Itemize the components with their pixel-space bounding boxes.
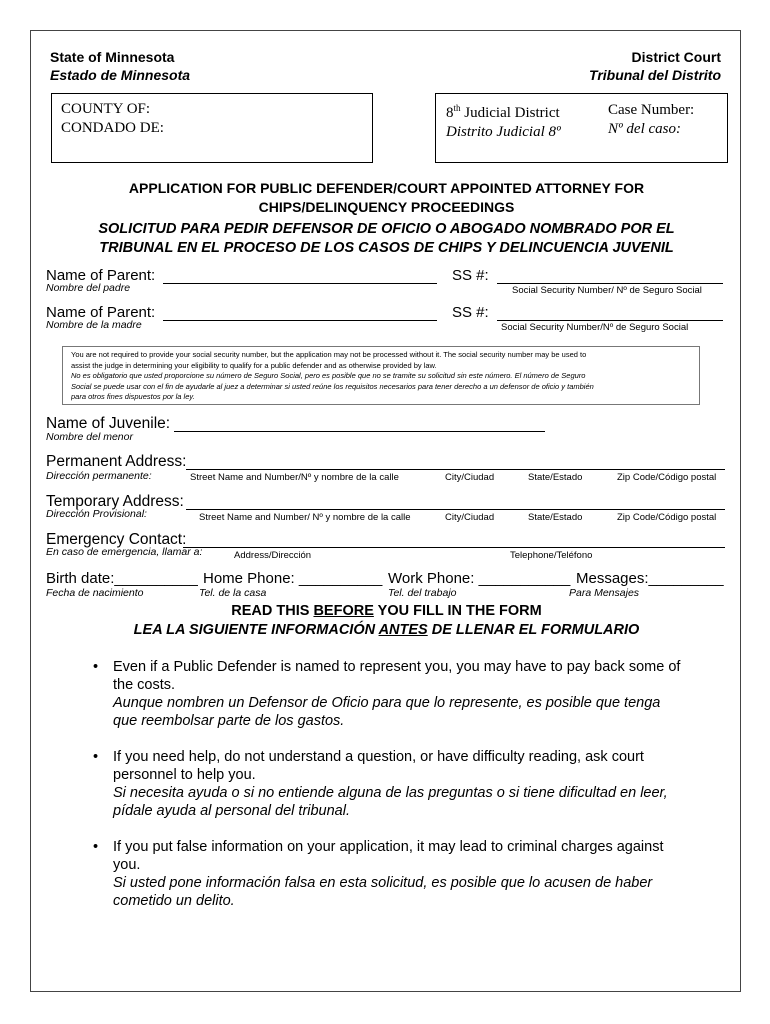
emergency-address-sublabel: Address/Dirección xyxy=(234,550,312,561)
state-name-en: State of Minnesota xyxy=(50,49,175,65)
district-label-en: 8th Judicial District xyxy=(446,103,560,121)
read-before-heading-en: READ THIS BEFORE YOU FILL IN THE FORM xyxy=(231,603,542,619)
parent1-ss-label: SS #: xyxy=(452,267,489,284)
court-name-es: Tribunal del Distrito xyxy=(589,67,721,83)
ssn-notice-box xyxy=(62,346,700,405)
home-phone-sublabel: Tel. de la casa xyxy=(199,587,267,599)
parent2-ss-label: SS #: xyxy=(452,304,489,321)
parent2-name-sublabel: Nombre de la madre xyxy=(46,319,142,331)
parent2-ss-sublabel: Social Security Number/Nº de Seguro Social xyxy=(501,322,689,333)
juvenile-name-sublabel: Nombre del menor xyxy=(46,431,133,443)
parent1-ss-field[interactable] xyxy=(497,283,723,284)
bullet-icon: • xyxy=(93,839,99,855)
read-before-heading-es: LEA LA SIGUIENTE INFORMACIÓN ANTES DE LLENAR EL FORMULARIO xyxy=(133,622,640,638)
parent2-name-label: Name of Parent: xyxy=(46,304,156,321)
ssn-notice-line: Social se puede usar con el fin de ayudarle al juez a determinar si usted reúne los requisitos necesarios para tener derecho a un defensor de oficio y también xyxy=(71,381,594,391)
juvenile-name-label: Name of Juvenile: xyxy=(46,415,171,432)
emergency-contact-sublabel: En caso de emergencia, llamar a: xyxy=(46,546,203,558)
state-name-es: Estado de Minnesota xyxy=(50,67,191,83)
ssn-notice-line: para otros fines dispuestos por la ley. xyxy=(71,392,195,401)
bullet-item: • If you need help, do not understand a question, or have difficulty reading, ask court personnel to help you. Si necesita ayuda o si no entiende alguna de las preguntas o si tiene dificultad en leer, pídale ayuda al personal del tribunal. xyxy=(93,749,668,819)
form-title-en: APPLICATION FOR PUBLIC DEFENDER/COURT APPOINTED ATTORNEY FOR CHIPS/DELINQUENCY PROCEEDINGS xyxy=(128,180,645,215)
bullet-item: • If you put false information on your application, it may lead to criminal charges against you. Si usted pone información falsa en esta solicitud, es posible que lo acusen de haber cometido un delito. xyxy=(93,839,664,909)
birth-date-sublabel: Fecha de nacimiento xyxy=(46,587,144,599)
parent1-ss-sublabel: Social Security Number/ Nº de Seguro Social xyxy=(512,285,702,296)
birth-date-field[interactable]: Birth date:__________ xyxy=(46,570,198,587)
emergency-phone-sublabel: Telephone/Teléfono xyxy=(510,550,593,561)
ssn-notice-line: You are not required to provide your social security number, but the application may not be processed without it. The social security number may be used to xyxy=(71,350,587,359)
permanent-address-field[interactable] xyxy=(186,469,725,470)
temporary-address-sublabel: Dirección Provisional: xyxy=(46,508,147,520)
bullet-item: • Even if a Public Defender is named to represent you, you may have to pay back some of the costs. Aunque nombren un Defensor de Oficio para que lo represente, es posible que tenga que reembolsar parte de los gastos. xyxy=(93,659,681,729)
district-label-es: Distrito Judicial 8º xyxy=(446,124,561,140)
emergency-contact-field[interactable] xyxy=(183,547,725,548)
case-number-label-es: Nº del caso: xyxy=(608,121,681,137)
temporary-address-field[interactable] xyxy=(186,509,725,510)
temporary-state-sublabel: State/Estado xyxy=(528,512,583,523)
case-number-label-en: Case Number: xyxy=(608,102,695,118)
parent1-name-label: Name of Parent: xyxy=(46,267,156,284)
form-page xyxy=(30,30,741,992)
parent2-ss-field[interactable] xyxy=(497,320,723,321)
district-case-box[interactable] xyxy=(435,93,728,163)
county-label-en: COUNTY OF: xyxy=(61,101,151,117)
temporary-street-sublabel: Street Name and Number/ Nº y nombre de la calle xyxy=(199,512,411,523)
court-name-en: District Court xyxy=(631,49,721,65)
bullet-icon: • xyxy=(93,659,99,675)
temporary-address-label: Temporary Address: xyxy=(46,493,184,510)
permanent-street-sublabel: Street Name and Number/Nº y nombre de la calle xyxy=(190,472,399,483)
messages-sublabel: Para Mensajes xyxy=(569,587,640,599)
parent1-name-sublabel: Nombre del padre xyxy=(46,282,131,294)
home-phone-field[interactable]: Home Phone: __________ xyxy=(203,570,383,587)
parent1-name-field[interactable] xyxy=(163,283,437,284)
permanent-address-sublabel: Dirección permanente: xyxy=(46,470,152,482)
county-box[interactable] xyxy=(51,93,373,163)
temporary-city-sublabel: City/Ciudad xyxy=(445,512,495,523)
permanent-zip-sublabel: Zip Code/Código postal xyxy=(617,472,717,483)
juvenile-name-field[interactable] xyxy=(174,431,545,432)
parent2-name-field[interactable] xyxy=(163,320,437,321)
work-phone-field[interactable]: Work Phone: ___________ xyxy=(388,570,571,587)
form-title-es: SOLICITUD PARA PEDIR DEFENSOR DE OFICIO O ABOGADO NOMBRADO POR EL TRIBUNAL EN EL PROCESO DE LOS CASOS DE CHIPS Y DELINCUENCIA JUVENIL xyxy=(98,221,675,256)
permanent-city-sublabel: City/Ciudad xyxy=(445,472,495,483)
emergency-contact-label: Emergency Contact: xyxy=(46,531,187,548)
permanent-address-label: Permanent Address: xyxy=(46,453,187,470)
state-header xyxy=(50,48,190,84)
county-label-es: CONDADO DE: xyxy=(61,120,164,136)
ssn-notice-line: assist the judge in determining your eligibility to qualify for a public defender and as otherwise provided by law. xyxy=(71,360,437,370)
messages-field[interactable]: Messages:_________ xyxy=(576,570,724,587)
work-phone-sublabel: Tel. del trabajo xyxy=(388,587,457,599)
permanent-state-sublabel: State/Estado xyxy=(528,472,583,483)
temporary-zip-sublabel: Zip Code/Código postal xyxy=(617,512,717,523)
bullet-icon: • xyxy=(93,749,99,765)
court-header xyxy=(589,48,721,84)
ssn-notice-line: No es obligatorio que usted proporcione su número de Seguro Social, pero es posible que no se tramite su solicitud sin este número. El número de Seguro xyxy=(71,371,586,380)
